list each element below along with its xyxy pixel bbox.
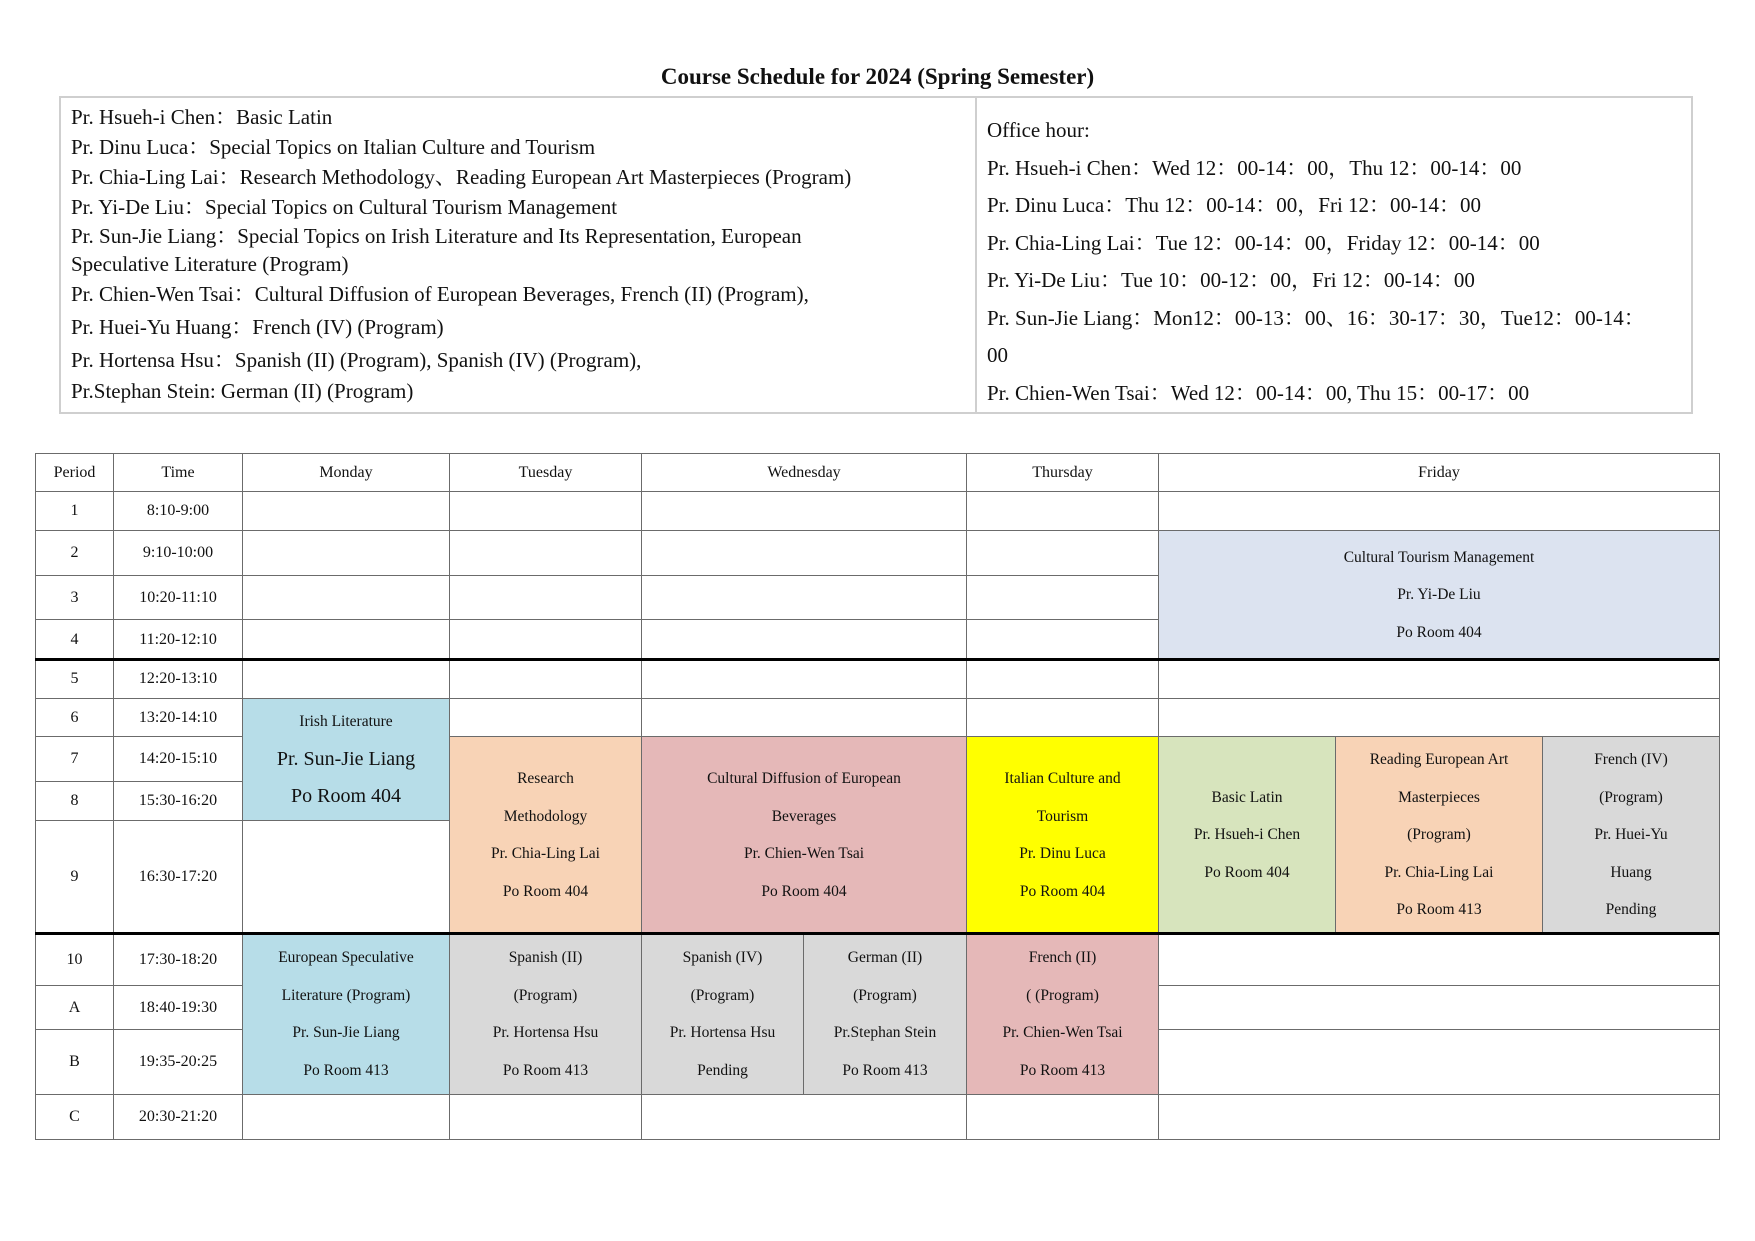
- period-cell-label: 10: [66, 950, 83, 968]
- course-line: Pr. Chien-Wen Tsai: [743, 845, 865, 862]
- time-cell: [113, 619, 243, 660]
- course-line: Po Room 404: [290, 785, 402, 808]
- course-line: Po Room 413: [502, 1061, 589, 1079]
- header-tuesday-label: Tuesday: [518, 463, 573, 481]
- course-block-irish-lit: [242, 698, 450, 821]
- instructor-line: Pr.Stephan Stein: German (II) (Program): [71, 379, 414, 403]
- course-line: Pr. Dinu Luca: [1019, 845, 1106, 862]
- course-line: Pr. Sun-Jie Liang: [292, 1024, 400, 1041]
- period-cell: [35, 698, 114, 737]
- page-title: Course Schedule for 2024 (Spring Semester): [660, 64, 1095, 89]
- instructor-line: Pr. Chien-Wen Tsai：Cultural Diffusion of European Beverages, French (II) (Program),: [71, 282, 809, 306]
- period-cell: [35, 985, 114, 1030]
- period-cell: [35, 575, 114, 620]
- period-cell-label: 1: [70, 502, 79, 520]
- empty-cell: [641, 575, 967, 620]
- course-line: European Speculative: [278, 949, 414, 966]
- period-cell-label: 3: [70, 588, 79, 606]
- time-cell-label: 15:30-16:20: [138, 792, 218, 810]
- course-block-french2: [966, 933, 1159, 1095]
- period-cell-label: 4: [70, 630, 79, 648]
- empty-cell: [641, 659, 967, 699]
- period-cell-label: 5: [70, 670, 79, 688]
- empty-cell: [966, 698, 1159, 737]
- instructor-line: Pr. Dinu Luca：Special Topics on Italian Culture and Tourism: [71, 135, 596, 159]
- time-cell-label: 12:20-13:10: [138, 670, 218, 688]
- time-cell: [113, 659, 243, 699]
- time-cell: [113, 985, 243, 1030]
- empty-cell: [449, 619, 642, 660]
- empty-cell: [449, 698, 642, 737]
- empty-cell: [449, 575, 642, 620]
- instructor-line: Pr. Hortensa Hsu：Spanish (II) (Program), Spanish (IV) (Program),: [71, 348, 642, 372]
- course-line: Po Room 404: [1204, 863, 1290, 881]
- course-block-beverages: [641, 736, 967, 934]
- time-cell-label: 10:20-11:10: [139, 588, 217, 606]
- header-friday-label: Friday: [1418, 463, 1460, 481]
- course-line: French (II): [1028, 949, 1097, 966]
- time-cell-label: 11:20-12:10: [139, 630, 217, 648]
- course-line: Cultural Diffusion of European: [707, 770, 901, 787]
- instructor-line: Pr. Sun-Jie Liang：Special Topics on Irish Literature and Its Representation, European: [71, 224, 802, 248]
- empty-cell: [242, 659, 450, 699]
- course-line: Po Room 413: [842, 1061, 928, 1079]
- office-hour-line: 00: [987, 343, 1008, 367]
- empty-cell: [966, 1094, 1159, 1140]
- course-line: Pr. Chia-Ling Lai: [491, 845, 600, 862]
- course-line: Pr. Yi-De Liu: [1397, 586, 1481, 604]
- course-line: Spanish (II): [508, 949, 583, 966]
- time-cell-label: 18:40-19:30: [138, 998, 218, 1016]
- empty-cell: [1158, 985, 1720, 1030]
- empty-cell: [242, 530, 450, 576]
- empty-cell: [1158, 491, 1720, 531]
- time-cell: [113, 698, 243, 737]
- course-block-art-masterpieces: [1335, 736, 1543, 934]
- course-line: (Program): [853, 986, 917, 1004]
- course-line: Pending: [697, 1061, 748, 1079]
- header-tuesday: [449, 453, 642, 492]
- period-cell: [35, 933, 114, 986]
- empty-cell: [641, 530, 967, 576]
- header-wednesday-label: Wednesday: [767, 463, 841, 481]
- empty-cell: [1158, 1029, 1720, 1095]
- period-cell: [35, 736, 114, 782]
- course-line: Pr.Stephan Stein: [833, 1024, 937, 1041]
- course-block-latin: [1158, 736, 1336, 934]
- instructor-line: Pr. Yi-De Liu：Special Topics on Cultural Tourism Management: [71, 195, 618, 219]
- empty-cell: [641, 698, 967, 737]
- header-friday: [1158, 453, 1720, 492]
- instructor-line: Pr. Huei-Yu Huang：French (IV) (Program): [71, 315, 444, 339]
- course-line: Po Room 413: [1396, 901, 1482, 919]
- course-block-spanish2: [449, 933, 642, 1095]
- empty-cell: [966, 491, 1159, 531]
- header-wednesday: [641, 453, 967, 492]
- period-cell-label: 8: [70, 792, 79, 810]
- header-time-label: Time: [161, 463, 195, 481]
- empty-cell: [641, 491, 967, 531]
- course-block-research-method: [449, 736, 642, 934]
- course-line: Research: [517, 770, 574, 787]
- course-line: Pr. Chien-Wen Tsai: [1002, 1024, 1123, 1041]
- course-block-spanish4: [641, 933, 804, 1095]
- period-cell: [35, 1029, 114, 1095]
- course-line: German (II): [847, 949, 923, 966]
- time-cell: [113, 530, 243, 576]
- office-hours-heading: Office hour:: [987, 118, 1090, 142]
- course-line: Masterpieces: [1398, 788, 1480, 806]
- time-cell-label: 17:30-18:20: [138, 950, 218, 968]
- course-line: Pr. Huei-Yu: [1594, 826, 1668, 844]
- header-thursday: [966, 453, 1159, 492]
- time-cell-label: 14:20-15:10: [138, 750, 218, 768]
- period-cell-label: 2: [70, 544, 79, 562]
- course-line: Italian Culture and: [1004, 770, 1121, 787]
- time-cell: [113, 491, 243, 531]
- time-cell: [113, 1094, 243, 1140]
- empty-cell: [1158, 659, 1720, 699]
- course-line: Irish Literature: [299, 713, 393, 731]
- office-hour-line: Pr. Chia-Ling Lai：Tue 12：00-14：00，Friday 12：00-14：00: [987, 230, 1540, 255]
- empty-cell: [966, 659, 1159, 699]
- header-time: [113, 453, 243, 492]
- header-period: [35, 453, 114, 492]
- course-line: Po Room 404: [1019, 882, 1106, 900]
- course-line: Pr. Hortensa Hsu: [669, 1024, 776, 1041]
- course-line: Po Room 404: [502, 882, 589, 900]
- course-line: Methodology: [503, 807, 588, 825]
- office-hour-line: Pr. Chien-Wen Tsai：Wed 12：00-14：00, Thu 15：00-17：00: [987, 380, 1530, 405]
- empty-cell: [1158, 698, 1720, 737]
- period-cell: [35, 781, 114, 821]
- course-block-cultural-tourism: [1158, 530, 1720, 660]
- instructor-line: Pr. Hsueh-i Chen：Basic Latin: [71, 105, 333, 129]
- empty-cell: [1158, 1094, 1720, 1140]
- empty-cell: [242, 575, 450, 620]
- period-cell-label: 9: [70, 868, 79, 886]
- header-thursday-label: Thursday: [1032, 463, 1093, 481]
- time-cell-label: 20:30-21:20: [138, 1108, 218, 1126]
- period-cell-label: B: [69, 1053, 80, 1071]
- office-hour-line: Pr. Dinu Luca：Thu 12：00-14：00，Fri 12：00-14：00: [987, 193, 1482, 217]
- course-line: Pending: [1605, 901, 1657, 919]
- course-line: Tourism: [1036, 807, 1089, 825]
- course-line: Literature (Program): [281, 986, 411, 1004]
- course-line: Pr. Hortensa Hsu: [492, 1024, 599, 1041]
- course-block-speculative: [242, 933, 450, 1095]
- instructor-list: [61, 98, 977, 412]
- office-hour-line: Pr. Hsueh-i Chen：Wed 12：00-14：00，Thu 12：00-14：00: [987, 155, 1522, 180]
- empty-cell: [641, 619, 967, 660]
- course-block-italian: [966, 736, 1159, 934]
- time-cell-label: 9:10-10:00: [142, 544, 214, 562]
- course-line: Po Room 413: [1019, 1061, 1106, 1079]
- course-line: Po Room 413: [303, 1061, 389, 1079]
- time-cell: [113, 575, 243, 620]
- empty-cell: [1158, 933, 1720, 986]
- empty-cell: [641, 1094, 967, 1140]
- time-cell: [113, 820, 243, 934]
- section-divider: [35, 932, 1719, 935]
- course-line: Pr. Chia-Ling Lai: [1384, 863, 1494, 881]
- empty-cell: [242, 820, 450, 934]
- period-cell-label: C: [69, 1108, 80, 1126]
- time-cell: [113, 933, 243, 986]
- course-line: Spanish (IV): [682, 949, 763, 966]
- period-cell: [35, 820, 114, 934]
- office-hour-line: Pr. Yi-De Liu：Tue 10：00-12：00，Fri 12：00-14：00: [987, 268, 1475, 292]
- empty-cell: [449, 491, 642, 531]
- header-monday: [242, 453, 450, 492]
- course-block-french4: [1542, 736, 1720, 934]
- empty-cell: [449, 1094, 642, 1140]
- instructor-info-box: [59, 96, 1693, 414]
- period-cell: [35, 659, 114, 699]
- time-cell: [113, 781, 243, 821]
- empty-cell: [449, 659, 642, 699]
- office-hour-line: Pr. Sun-Jie Liang：Mon12：00-13：00、16：30-17：30，Tue12：00-14：: [987, 305, 1645, 330]
- course-line: Reading European Art: [1369, 751, 1509, 769]
- period-cell: [35, 491, 114, 531]
- time-cell: [113, 1029, 243, 1095]
- course-line: (Program): [1407, 826, 1471, 844]
- empty-cell: [966, 619, 1159, 660]
- empty-cell: [242, 1094, 450, 1140]
- period-cell: [35, 530, 114, 576]
- empty-cell: [242, 619, 450, 660]
- period-cell: [35, 619, 114, 660]
- period-cell-label: 7: [70, 750, 79, 768]
- course-line: Pr. Sun-Jie Liang: [276, 747, 416, 770]
- time-cell: [113, 736, 243, 782]
- time-cell-label: 8:10-9:00: [146, 502, 210, 520]
- section-divider: [35, 658, 1719, 661]
- course-line: Beverages: [771, 807, 837, 825]
- period-cell: [35, 1094, 114, 1140]
- empty-cell: [966, 575, 1159, 620]
- course-line: (Program): [513, 986, 578, 1004]
- course-line: Pr. Hsueh-i Chen: [1193, 826, 1301, 844]
- time-cell-label: 13:20-14:10: [138, 708, 218, 726]
- header-period-label: Period: [53, 463, 96, 481]
- period-cell-label: A: [68, 998, 81, 1016]
- instructor-line: Speculative Literature (Program): [71, 252, 349, 276]
- course-line: Basic Latin: [1211, 788, 1283, 806]
- course-line: (Program): [1599, 788, 1663, 806]
- empty-cell: [449, 530, 642, 576]
- time-cell-label: 19:35-20:25: [138, 1053, 218, 1071]
- course-line: Huang: [1610, 863, 1652, 881]
- course-line: (Program): [690, 986, 755, 1004]
- header-monday-label: Monday: [319, 463, 373, 481]
- empty-cell: [242, 491, 450, 531]
- instructor-line: Pr. Chia-Ling Lai：Research Methodology、Reading European Art Masterpieces (Program): [71, 165, 852, 189]
- course-block-german2: [803, 933, 967, 1095]
- course-line: Po Room 404: [1396, 623, 1482, 641]
- time-cell-label: 16:30-17:20: [138, 868, 218, 886]
- office-hours: [977, 98, 1691, 412]
- period-cell-label: 6: [70, 708, 79, 726]
- course-line: ( (Program): [1026, 986, 1099, 1004]
- course-line: Cultural Tourism Management: [1343, 548, 1535, 566]
- course-line: Po Room 404: [761, 882, 847, 900]
- empty-cell: [966, 530, 1159, 576]
- course-line: French (IV): [1594, 751, 1668, 769]
